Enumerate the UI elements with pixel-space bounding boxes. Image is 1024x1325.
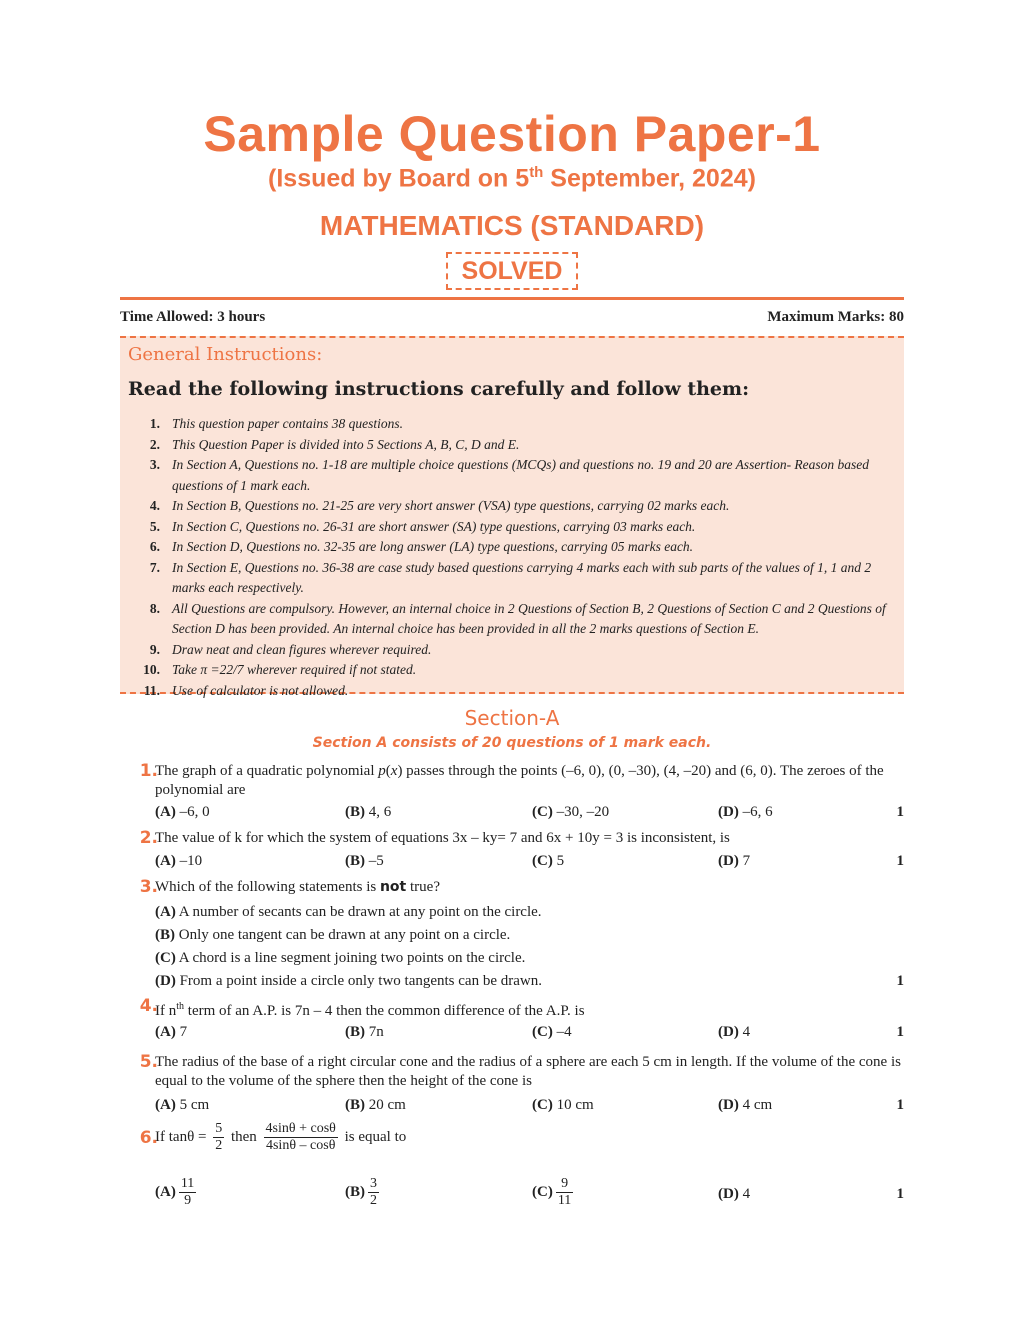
options-row (155, 803, 904, 823)
option-text: 7 (175, 1024, 188, 1040)
option-label: (D) (718, 853, 739, 869)
fraction-denominator: 2 (215, 1138, 223, 1153)
question-mark: 1 (896, 804, 904, 820)
option-label: (C) (155, 950, 176, 966)
instruction-item (120, 640, 904, 661)
option-c (155, 949, 904, 968)
question-text (155, 762, 904, 800)
option-text: –6, 6 (738, 804, 773, 820)
option-label: (B) (345, 853, 365, 869)
general-instructions-box (120, 336, 904, 698)
option-a (155, 1023, 187, 1042)
instruction-text: This question paper contains 38 questions. (172, 416, 404, 431)
option-label: (D) (155, 973, 176, 989)
option-c (532, 803, 609, 822)
options-row (155, 1176, 904, 1212)
instruction-text: In Section B, Questions no. 21-25 are very short answer (VSA) type questions, carrying 02 marks each. (172, 498, 730, 513)
solved-badge-wrap (0, 252, 1024, 290)
instruction-number: 2. (149, 436, 160, 452)
instruction-number: 3. (149, 457, 160, 472)
fraction-numerator: 4sinθ + cosθ (265, 1121, 336, 1136)
fraction (368, 1176, 379, 1209)
fraction-numerator: 3 (370, 1176, 377, 1191)
question-text (155, 1121, 904, 1154)
option-c (532, 1023, 572, 1042)
question-text-part: If tanθ = (155, 1128, 211, 1145)
options-row (155, 1023, 904, 1043)
instruction-item (120, 414, 904, 435)
fraction (179, 1176, 196, 1209)
subtitle-superscript: th (529, 164, 544, 181)
instruction-number: 6. (149, 539, 160, 554)
instruction-item (120, 435, 904, 456)
option-b (345, 1096, 406, 1115)
subject-heading: MATHEMATICS (STANDARD) (319, 210, 705, 241)
option-text: 7 (738, 853, 751, 869)
question-text-part: If n (155, 1003, 177, 1019)
option-d (718, 852, 750, 871)
question-text-part: term of an A.P. is 7n – 4 then the common difference of the A.P. is (184, 1003, 585, 1019)
question-text-part: ( (385, 763, 391, 779)
question-text-part: true? (406, 879, 440, 895)
question-text (155, 997, 904, 1021)
option-text: From a point inside a circle only two tangents can be drawn. (175, 973, 542, 989)
instruction-number: 11. (143, 682, 160, 698)
option-text: 5 (552, 853, 565, 869)
instruction-item (120, 496, 904, 517)
time-allowed: Time Allowed: 3 hours (120, 309, 266, 325)
question-number: 4. (139, 996, 158, 1016)
paper-title: Sample Question Paper-1 (203, 106, 821, 162)
option-text: 4 (738, 1024, 751, 1040)
option-label: (B) (345, 1183, 365, 1200)
math-variable: p (378, 763, 386, 779)
option-label: (A) (155, 1024, 176, 1040)
instruction-number: 4. (149, 498, 160, 513)
option-c (532, 852, 564, 871)
option-label: (D) (718, 1097, 739, 1113)
question-text-part: The graph of a quadratic polynomial (155, 763, 379, 779)
instruction-item (120, 599, 904, 640)
option-label: (A) (155, 1183, 176, 1200)
instruction-item (120, 681, 904, 702)
option-b (155, 926, 904, 945)
emphasis-text: not (379, 879, 407, 895)
question-mark: 1 (896, 1097, 904, 1113)
header-rule (120, 297, 904, 300)
option-label: (D) (718, 1186, 739, 1202)
option-text: –5 (365, 853, 384, 869)
instruction-text: Use of calculator is not allowed. (172, 682, 349, 698)
question-text-part: is equal to (340, 1128, 407, 1145)
options-row (155, 852, 904, 872)
fraction-denominator: 4sinθ – cosθ (265, 1138, 336, 1153)
instruction-text: In Section C, Questions no. 26-31 are short answer (SA) type questions, carrying 03 marks each. (172, 518, 696, 534)
option-label: (C) (532, 1097, 553, 1113)
option-label: (A) (155, 904, 176, 920)
option-c (532, 1176, 576, 1209)
option-label: (C) (532, 804, 553, 820)
option-label: (D) (718, 804, 739, 820)
instructions-lead: Read the following instructions carefully and follow them: (128, 378, 750, 400)
instruction-number: 1. (149, 416, 160, 431)
instructions-list (120, 414, 904, 701)
section-title: Section-A (464, 706, 560, 730)
subtitle-suffix: September, 2024) (543, 164, 756, 193)
fraction-numerator: 5 (215, 1121, 223, 1136)
option-text: –30, –20 (552, 804, 610, 820)
option-a (155, 903, 904, 922)
options-row (155, 1096, 904, 1116)
issue-subtitle (0, 164, 1024, 193)
option-label: (C) (532, 1183, 553, 1200)
instruction-item (120, 660, 904, 681)
question-text (155, 878, 904, 897)
instruction-number: 9. (149, 641, 160, 657)
question-text-part: then (227, 1128, 261, 1145)
question-number: 2. (139, 828, 158, 848)
question-number: 3. (139, 877, 158, 897)
option-d (718, 1185, 750, 1204)
instructions-heading: General Instructions: (128, 344, 323, 365)
option-d (718, 1023, 750, 1042)
option-text: A number of secants can be drawn at any point on the circle. (175, 904, 542, 920)
subtitle-prefix: (Issued by Board on 5 (268, 164, 530, 193)
option-text: 4 (738, 1186, 751, 1202)
option-label: (A) (155, 853, 176, 869)
question-text-part: ) passes through the points (–6, 0), (0, –30), (4, –20) and (6, 0). The zeroes of the polynomial are (155, 763, 884, 798)
option-label: (C) (532, 1024, 553, 1040)
option-label: (B) (155, 927, 175, 943)
solved-badge: SOLVED (446, 252, 579, 290)
fraction-denominator: 9 (184, 1193, 192, 1208)
instruction-item (120, 537, 904, 558)
option-a (155, 1096, 209, 1115)
instruction-number: 7. (149, 559, 160, 575)
fraction (264, 1121, 338, 1154)
option-text: 4 cm (738, 1097, 773, 1113)
option-d (718, 1096, 772, 1115)
instruction-number: 10. (143, 662, 160, 677)
option-text: 5 cm (175, 1097, 210, 1113)
fraction-numerator: 11 (180, 1176, 195, 1191)
fraction-numerator: 9 (556, 1176, 573, 1193)
math-variable: x (390, 763, 398, 779)
option-label: (B) (345, 1097, 365, 1113)
question-mark: 1 (896, 853, 904, 869)
instruction-text: Take π =22/7 wherever required if not stated. (172, 662, 417, 677)
option-text: 7n (365, 1024, 384, 1040)
fraction-denominator: 11 (557, 1193, 572, 1208)
instruction-text: All Questions are compulsory. However, an internal choice in 2 Questions of Section B, 2 Questions of Section C and 2 Questions of Section D has been provided. An internal choice has been provided in all the 2 marks questions of Section E. (172, 600, 886, 636)
option-text: 4, 6 (365, 804, 392, 820)
question-text-part: Which of the following statements is (155, 879, 380, 895)
instruction-item (120, 558, 904, 599)
question-mark: 1 (896, 973, 904, 989)
instruction-text: In Section D, Questions no. 32-35 are long answer (LA) type questions, carrying 05 marks each. (172, 539, 694, 554)
instruction-item (120, 455, 904, 496)
option-label: (B) (345, 1024, 365, 1040)
question-text: The value of k for which the system of equations 3x – ky= 7 and 6x + 10y = 3 is inconsistent, is (155, 830, 730, 846)
section-subtitle: Section A consists of 20 questions of 1 mark each. (312, 735, 712, 751)
option-text: A chord is a line segment joining two points on the circle. (175, 950, 526, 966)
option-a (155, 1176, 199, 1209)
option-b (345, 803, 391, 822)
question-number: 1. (139, 761, 158, 781)
option-d (718, 803, 773, 822)
option-text: 20 cm (365, 1097, 406, 1113)
option-d (155, 972, 904, 991)
fraction (213, 1121, 224, 1154)
instruction-item (120, 517, 904, 538)
question-mark: 1 (896, 1024, 904, 1040)
option-text: Only one tangent can be drawn at any point on a circle. (175, 927, 511, 943)
option-label: (A) (155, 1097, 176, 1113)
fraction (556, 1176, 573, 1209)
option-label: (A) (155, 804, 176, 820)
instruction-text: Draw neat and clean figures wherever required. (172, 641, 432, 657)
question-number: 6. (139, 1128, 158, 1148)
option-a (155, 803, 210, 822)
option-text: –10 (175, 853, 203, 869)
option-text: 10 cm (552, 1097, 594, 1113)
instruction-text: In Section A, Questions no. 1-18 are multiple choice questions (MCQs) and questions no. 19 and 20 are Assertion- Reason based questions of 1 mark each. (172, 457, 870, 493)
question-mark: 1 (896, 1186, 904, 1202)
option-text: –4 (552, 1024, 572, 1040)
instruction-text: This Question Paper is divided into 5 Sections A, B, C, D and E. (172, 436, 520, 452)
question-text: The radius of the base of a right circular cone and the radius of a sphere are each 5 cm in length. If the volume of the cone is equal to the volume of the sphere then the height of the cone is (155, 1054, 901, 1089)
option-b (345, 1023, 384, 1042)
option-label: (B) (345, 804, 365, 820)
option-b (345, 852, 384, 871)
option-text: –6, 0 (175, 804, 210, 820)
question-number: 5. (139, 1052, 158, 1072)
option-c (532, 1096, 594, 1115)
maximum-marks: Maximum Marks: 80 (767, 309, 904, 325)
option-label: (D) (718, 1024, 739, 1040)
fraction-denominator: 2 (370, 1193, 377, 1208)
option-label: (C) (532, 853, 553, 869)
instruction-number: 8. (149, 600, 160, 616)
instruction-text: In Section E, Questions no. 36-38 are case study based questions carrying 4 marks each with sub parts of the values of 1, 1 and 2 marks each respectively. (172, 559, 872, 595)
option-b (345, 1176, 382, 1209)
instruction-number: 5. (149, 518, 160, 534)
option-a (155, 852, 202, 871)
superscript: th (176, 1001, 185, 1012)
